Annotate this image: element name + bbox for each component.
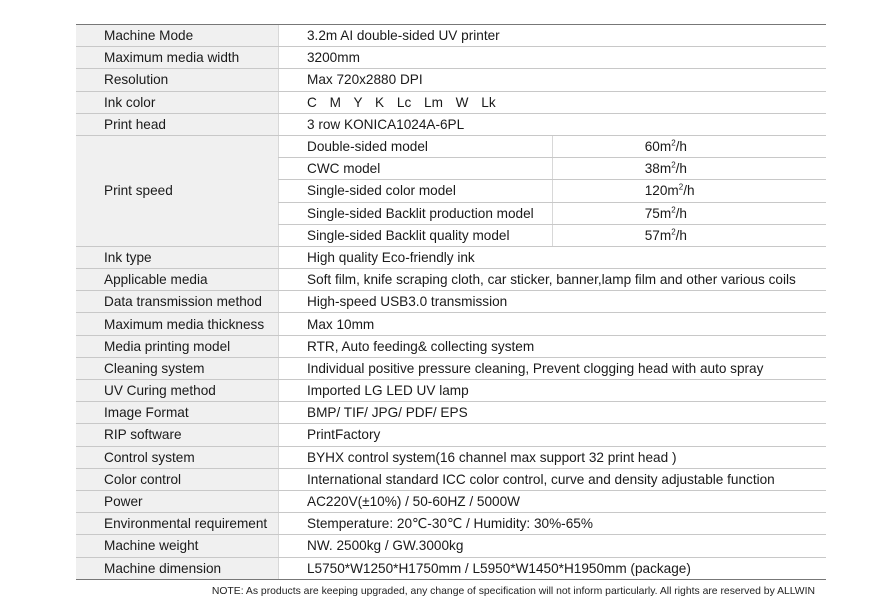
speed-value: $38m^2/h$ bbox=[552, 158, 826, 180]
spec-value: High-speed USB3.0 transmission bbox=[279, 291, 827, 313]
spec-row-machine-weight bbox=[76, 535, 826, 557]
spec-row-max-media-width bbox=[76, 47, 826, 69]
spec-table-body bbox=[76, 25, 826, 580]
spec-label: Maximum media width bbox=[76, 47, 279, 69]
spec-table bbox=[76, 24, 826, 580]
speed-model: Double-sided model bbox=[279, 135, 553, 157]
spec-row-ink-type bbox=[76, 246, 826, 268]
spec-value: L5750*W1250*H1750mm / L5950*W1450*H1950mm (package) bbox=[279, 557, 827, 579]
spec-value: BYHX control system(16 channel max support 32 print head ) bbox=[279, 446, 827, 468]
spec-label: RIP software bbox=[76, 424, 279, 446]
spec-row-resolution bbox=[76, 69, 826, 91]
spec-row-control-system bbox=[76, 446, 826, 468]
speed-value: $60m^2/h$ bbox=[552, 135, 826, 157]
spec-row-uv-curing bbox=[76, 380, 826, 402]
spec-value: BMP/ TIF/ JPG/ PDF/ EPS bbox=[279, 402, 827, 424]
speed-value: $75m^2/h$ bbox=[552, 202, 826, 224]
speed-value: $120m^2/h$ bbox=[552, 180, 826, 202]
spec-value: 3200mm bbox=[279, 47, 827, 69]
spec-row-environment bbox=[76, 513, 826, 535]
spec-label: Applicable media bbox=[76, 269, 279, 291]
spec-label: Machine weight bbox=[76, 535, 279, 557]
spec-label: Machine Mode bbox=[76, 25, 279, 47]
spec-value: International standard ICC color control, curve and density adjustable function bbox=[279, 468, 827, 490]
spec-row-print-speed bbox=[76, 135, 826, 157]
spec-value: RTR, Auto feeding& collecting system bbox=[279, 335, 827, 357]
spec-row-ink-color bbox=[76, 91, 826, 113]
spec-row-rip-software bbox=[76, 424, 826, 446]
spec-row-media-printing-model bbox=[76, 335, 826, 357]
spec-row-machine-mode bbox=[76, 25, 826, 47]
spec-label: Cleaning system bbox=[76, 357, 279, 379]
spec-label: Power bbox=[76, 490, 279, 512]
spec-label: Print speed bbox=[76, 135, 279, 246]
spec-label: Data transmission method bbox=[76, 291, 279, 313]
spec-row-applicable-media bbox=[76, 269, 826, 291]
spec-value: Max 720x2880 DPI bbox=[279, 69, 827, 91]
spec-row-image-format bbox=[76, 402, 826, 424]
spec-label: Control system bbox=[76, 446, 279, 468]
speed-value: $57m^2/h$ bbox=[552, 224, 826, 246]
spec-label: Resolution bbox=[76, 69, 279, 91]
spec-value: PrintFactory bbox=[279, 424, 827, 446]
spec-value: High quality Eco-friendly ink bbox=[279, 246, 827, 268]
spec-value: Individual positive pressure cleaning, Prevent clogging head with auto spray bbox=[279, 357, 827, 379]
spec-value: Soft film, knife scraping cloth, car sticker, banner,lamp film and other various coils bbox=[279, 269, 827, 291]
spec-value: 3 row KONICA1024A-6PL bbox=[279, 113, 827, 135]
spec-label: Machine dimension bbox=[76, 557, 279, 579]
spec-value: C M Y K Lc Lm W Lk bbox=[279, 91, 827, 113]
spec-row-max-thickness bbox=[76, 313, 826, 335]
speed-model: Single-sided Backlit quality model bbox=[279, 224, 553, 246]
spec-label: Print head bbox=[76, 113, 279, 135]
spec-row-print-head bbox=[76, 113, 826, 135]
spec-value: NW. 2500kg / GW.3000kg bbox=[279, 535, 827, 557]
speed-model: CWC model bbox=[279, 158, 553, 180]
spec-value: Stemperature: 20℃-30℃ / Humidity: 30%-65% bbox=[279, 513, 827, 535]
spec-label: Color control bbox=[76, 468, 279, 490]
spec-label: Ink type bbox=[76, 246, 279, 268]
spec-row-power bbox=[76, 490, 826, 512]
footnote: NOTE: As products are keeping upgraded, any change of specification will not inform particularly. All rights are reserved by ALLWIN bbox=[211, 586, 815, 597]
spec-row-color-control bbox=[76, 468, 826, 490]
spec-label: Maximum media thickness bbox=[76, 313, 279, 335]
speed-model: Single-sided color model bbox=[279, 180, 553, 202]
spec-value: Imported LG LED UV lamp bbox=[279, 380, 827, 402]
spec-value: 3.2m AI double-sided UV printer bbox=[279, 25, 827, 47]
spec-row-cleaning-system bbox=[76, 357, 826, 379]
spec-value: Max 10mm bbox=[279, 313, 827, 335]
spec-row-machine-dimension bbox=[76, 557, 826, 579]
spec-row-data-transmission bbox=[76, 291, 826, 313]
spec-label: Environmental requirement bbox=[76, 513, 279, 535]
spec-label: Ink color bbox=[76, 91, 279, 113]
spec-label: Image Format bbox=[76, 402, 279, 424]
speed-model: Single-sided Backlit production model bbox=[279, 202, 553, 224]
spec-value: AC220V(±10%) / 50-60HZ / 5000W bbox=[279, 490, 827, 512]
spec-label: UV Curing method bbox=[76, 380, 279, 402]
spec-label: Media printing model bbox=[76, 335, 279, 357]
